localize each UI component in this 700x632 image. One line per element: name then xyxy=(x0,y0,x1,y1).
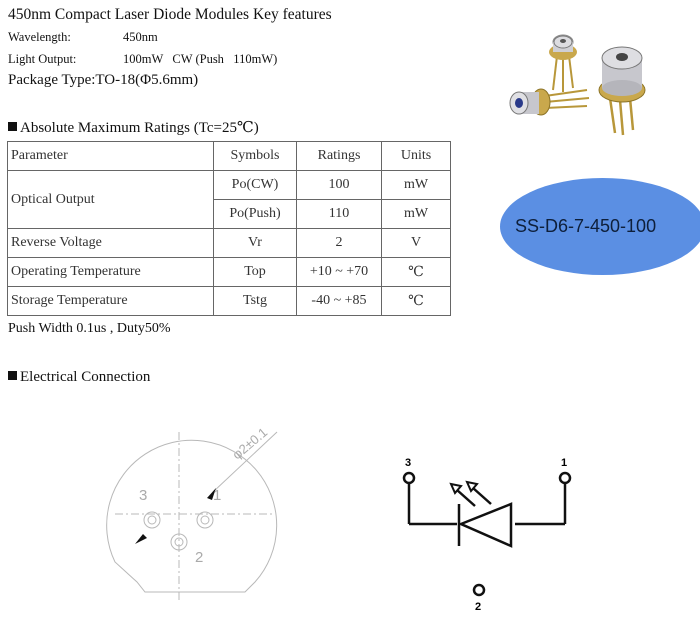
laser-diode-schematic xyxy=(395,448,595,618)
outline-pin-3: 3 xyxy=(139,487,148,504)
col-parameter: Parameter xyxy=(8,142,214,171)
unit-cell: ℃ xyxy=(382,258,451,287)
schematic-pin-3: 3 xyxy=(405,457,412,469)
symbol-cell: Vr xyxy=(214,229,297,258)
unit-cell: mW xyxy=(382,200,451,229)
square-bullet-icon xyxy=(8,122,17,131)
symbol-cell: Po(Push) xyxy=(214,200,297,229)
unit-cell: mW xyxy=(382,171,451,200)
table-row xyxy=(8,229,451,258)
table-row xyxy=(8,258,451,287)
square-bullet-icon xyxy=(8,371,17,380)
wavelength-label: Wavelength: xyxy=(8,30,71,44)
rating-cell: -40 ~ +85 xyxy=(297,287,382,316)
outline-pin-1: 1 xyxy=(213,487,222,504)
table-row xyxy=(8,287,451,316)
rating-cell: 100 xyxy=(297,171,382,200)
unit-cell: ℃ xyxy=(382,287,451,316)
electrical-heading-text: Electrical Connection xyxy=(20,369,151,385)
col-ratings: Ratings xyxy=(297,142,382,171)
rating-cell: 2 xyxy=(297,229,382,258)
page-title: 450nm Compact Laser Diode Modules Key features xyxy=(8,6,332,23)
package-row xyxy=(8,72,198,89)
outline-dimension: φ2±0.1 xyxy=(229,424,271,463)
diode-symbol xyxy=(461,504,511,546)
package-value: TO-18(Φ5.6mm) xyxy=(95,72,199,88)
light-output-row xyxy=(8,52,277,67)
outline-pin-2: 2 xyxy=(195,549,204,566)
electrical-heading xyxy=(8,369,150,386)
laser-diode-photo xyxy=(505,18,675,138)
symbol-cell: Tstg xyxy=(214,287,297,316)
package-label: Package Type: xyxy=(8,72,96,88)
pin-outline-drawing xyxy=(95,412,310,612)
ratings-table xyxy=(7,141,451,316)
model-number: SS-D6-7-450-100 xyxy=(515,216,657,236)
symbol-cell: Po(CW) xyxy=(214,171,297,200)
col-symbols: Symbols xyxy=(214,142,297,171)
table-row xyxy=(8,171,451,200)
wavelength-row xyxy=(8,30,158,45)
ratings-heading-text: Absolute Maximum Ratings (Tc=25℃) xyxy=(20,120,259,136)
schematic-pin-2: 2 xyxy=(475,601,482,613)
pin-1-terminal xyxy=(560,473,570,483)
col-units: Units xyxy=(382,142,451,171)
param-cell: Storage Temperature xyxy=(8,287,214,316)
param-cell: Operating Temperature xyxy=(8,258,214,287)
optical-output-cell: Optical Output xyxy=(8,171,214,229)
wavelength-value: 450nm xyxy=(123,30,158,44)
param-cell: Reverse Voltage xyxy=(8,229,214,258)
pin-3-terminal xyxy=(404,473,414,483)
schematic-pin-1: 1 xyxy=(561,457,568,469)
pin-2-terminal xyxy=(474,585,484,595)
unit-cell: V xyxy=(382,229,451,258)
ratings-heading xyxy=(8,118,259,137)
symbol-cell: Top xyxy=(214,258,297,287)
light-output-value: 100mW CW (Push 110mW) xyxy=(123,52,278,66)
table-header-row xyxy=(8,142,451,171)
rating-cell: +10 ~ +70 xyxy=(297,258,382,287)
rating-cell: 110 xyxy=(297,200,382,229)
push-width-note: Push Width 0.1us , Duty50% xyxy=(8,321,171,336)
light-output-label: Light Output: xyxy=(8,52,77,66)
